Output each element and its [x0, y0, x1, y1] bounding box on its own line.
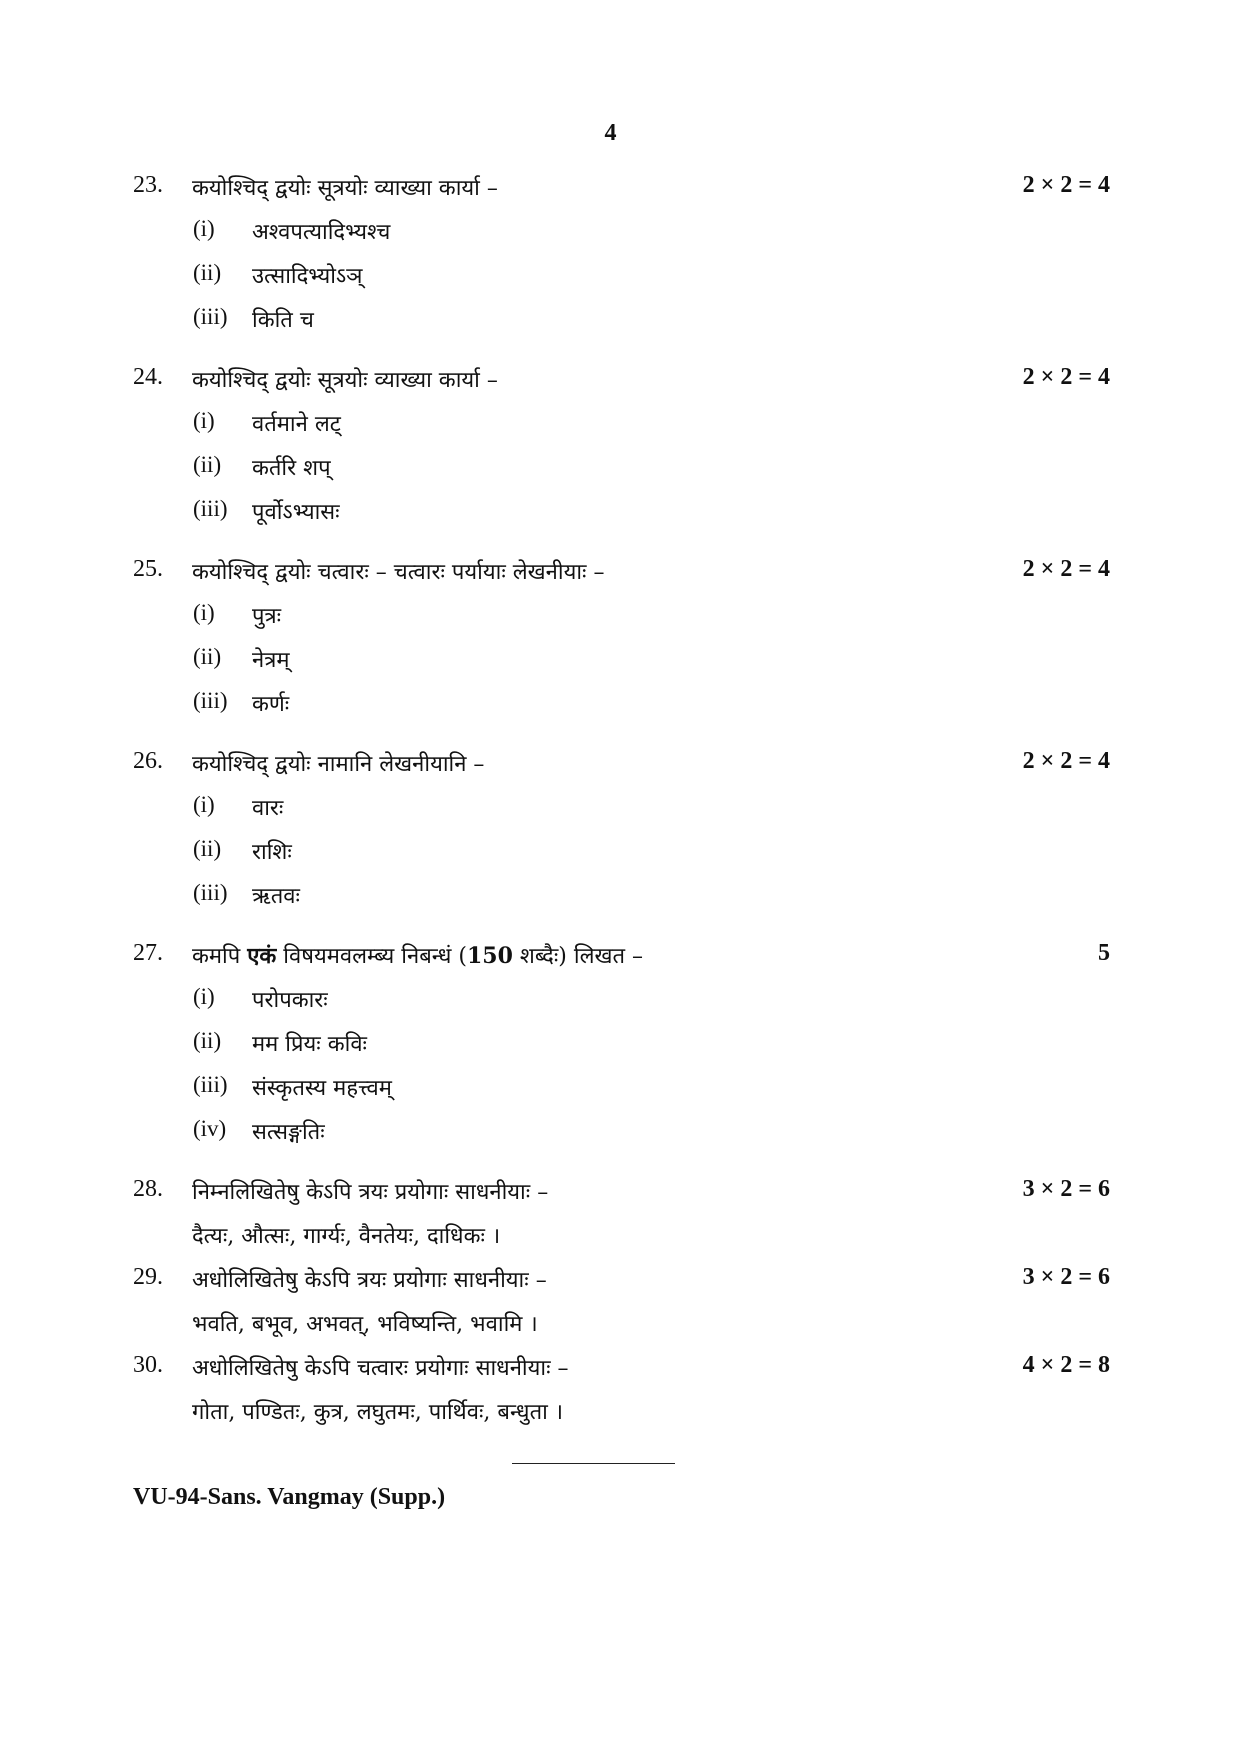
option-label: (iii)	[193, 688, 228, 713]
question-text: कयोश्चिद् द्वयोः सूत्रयोः व्याख्या कार्या –	[192, 176, 498, 201]
question-marks: 2 × 2 = 4	[1022, 556, 1110, 582]
question-23	[0, 172, 1241, 208]
option-label: (i)	[193, 792, 215, 817]
question-26	[0, 748, 1241, 784]
question-text: कयोश्चिद् द्वयोः नामानि लेखनीयानि –	[192, 752, 485, 777]
option-item	[0, 1072, 1241, 1106]
question-text: अधोलिखितेषु केऽपि त्रयः प्रयोगाः साधनीयाः –	[192, 1268, 547, 1293]
option-item	[0, 452, 1241, 486]
option-item	[0, 1028, 1241, 1062]
option-label: (ii)	[193, 452, 222, 477]
option-text: परोपकारः	[252, 988, 328, 1013]
option-item	[0, 216, 1241, 250]
question-text: कयोश्चिद् द्वयोः सूत्रयोः व्याख्या कार्या –	[192, 368, 498, 393]
question-marks: 2 × 2 = 4	[1022, 748, 1110, 774]
question-number: 26.	[133, 748, 163, 774]
question-number: 29.	[133, 1264, 163, 1290]
option-text: नेत्रम्	[252, 648, 290, 673]
option-label: (iii)	[193, 304, 228, 329]
option-label: (iii)	[193, 880, 228, 905]
question-text-part: कमपि	[192, 944, 248, 969]
option-label: (ii)	[193, 260, 222, 285]
emphasis-one: एकं	[247, 943, 277, 969]
option-label: (iii)	[193, 496, 228, 521]
question-marks: 4 × 2 = 8	[1022, 1352, 1110, 1378]
question-text	[192, 940, 643, 970]
option-label: (iv)	[193, 1116, 227, 1141]
option-item	[0, 688, 1241, 722]
page-number: 4	[604, 120, 617, 146]
option-text: संस्कृतस्य महत्त्वम्	[252, 1076, 392, 1101]
question-30	[0, 1352, 1241, 1388]
option-item	[0, 792, 1241, 826]
question-number: 28.	[133, 1176, 163, 1202]
question-number: 24.	[133, 364, 163, 390]
option-label: (ii)	[193, 836, 222, 861]
question-number: 30.	[133, 1352, 163, 1378]
question-marks: 5	[1098, 940, 1110, 966]
option-item	[0, 600, 1241, 634]
option-label: (ii)	[193, 644, 222, 669]
option-text: किति च	[252, 308, 314, 333]
divider-line	[512, 1463, 675, 1464]
question-marks: 3 × 2 = 6	[1022, 1176, 1110, 1202]
option-label: (i)	[193, 984, 215, 1009]
option-text: मम प्रियः कविः	[252, 1032, 367, 1057]
option-item	[0, 260, 1241, 294]
option-item	[0, 836, 1241, 870]
option-label: (ii)	[193, 1028, 222, 1053]
question-27	[0, 940, 1241, 976]
question-number: 23.	[133, 172, 163, 198]
option-label: (i)	[193, 408, 215, 433]
question-marks: 2 × 2 = 4	[1022, 172, 1110, 198]
option-item	[0, 644, 1241, 678]
option-item	[0, 496, 1241, 530]
question-text: निम्नलिखितेषु केऽपि त्रयः प्रयोगाः साधनीयाः –	[192, 1180, 549, 1205]
word-count: 150	[466, 943, 513, 969]
question-text: कयोश्चिद् द्वयोः चत्वारः – चत्वारः पर्यायाः लेखनीयाः –	[192, 560, 605, 585]
option-text: कर्णः	[252, 692, 290, 717]
option-text: ऋतवः	[252, 884, 300, 909]
option-label: (i)	[193, 216, 215, 241]
question-text: अधोलिखितेषु केऽपि चत्वारः प्रयोगाः साधनीयाः –	[192, 1356, 569, 1381]
option-text: वर्तमाने लट्	[252, 412, 341, 437]
option-item	[0, 984, 1241, 1018]
question-24	[0, 364, 1241, 400]
question-items: दैत्यः, औत्सः, गार्ग्यः, वैनतेयः, दाधिकः ।	[192, 1224, 501, 1249]
option-text: सत्सङ्गतिः	[252, 1120, 325, 1145]
question-number: 25.	[133, 556, 163, 582]
question-number: 27.	[133, 940, 163, 966]
option-item	[0, 304, 1241, 338]
question-marks: 2 × 2 = 4	[1022, 364, 1110, 390]
option-item	[0, 1116, 1241, 1150]
paper-code-footer: VU-94-Sans. Vangmay (Supp.)	[133, 1484, 446, 1510]
option-item	[0, 408, 1241, 442]
option-text: कर्तरि शप्	[252, 456, 331, 481]
option-label: (iii)	[193, 1072, 228, 1097]
question-items: गोता, पण्डितः, कुत्र, लघुतमः, पार्थिवः, बन्धुता ।	[192, 1400, 564, 1425]
option-text: उत्सादिभ्योऽञ्	[252, 264, 363, 289]
question-text-part: विषयमवलम्ब्य निबन्धं (	[276, 944, 467, 969]
question-items: भवति, बभूव, अभवत्, भविष्यन्ति, भवामि ।	[192, 1312, 538, 1337]
question-29	[0, 1264, 1241, 1300]
option-text: अश्वपत्यादिभ्यश्च	[252, 220, 391, 245]
option-label: (i)	[193, 600, 215, 625]
option-text: वारः	[252, 796, 284, 821]
question-marks: 3 × 2 = 6	[1022, 1264, 1110, 1290]
option-text: पुत्रः	[252, 604, 282, 629]
question-28	[0, 1176, 1241, 1212]
option-text: पूर्वोऽभ्यासः	[252, 500, 340, 525]
question-text-part: शब्दैः) लिखत –	[512, 944, 644, 969]
option-item	[0, 880, 1241, 914]
question-25	[0, 556, 1241, 592]
option-text: राशिः	[252, 840, 292, 865]
